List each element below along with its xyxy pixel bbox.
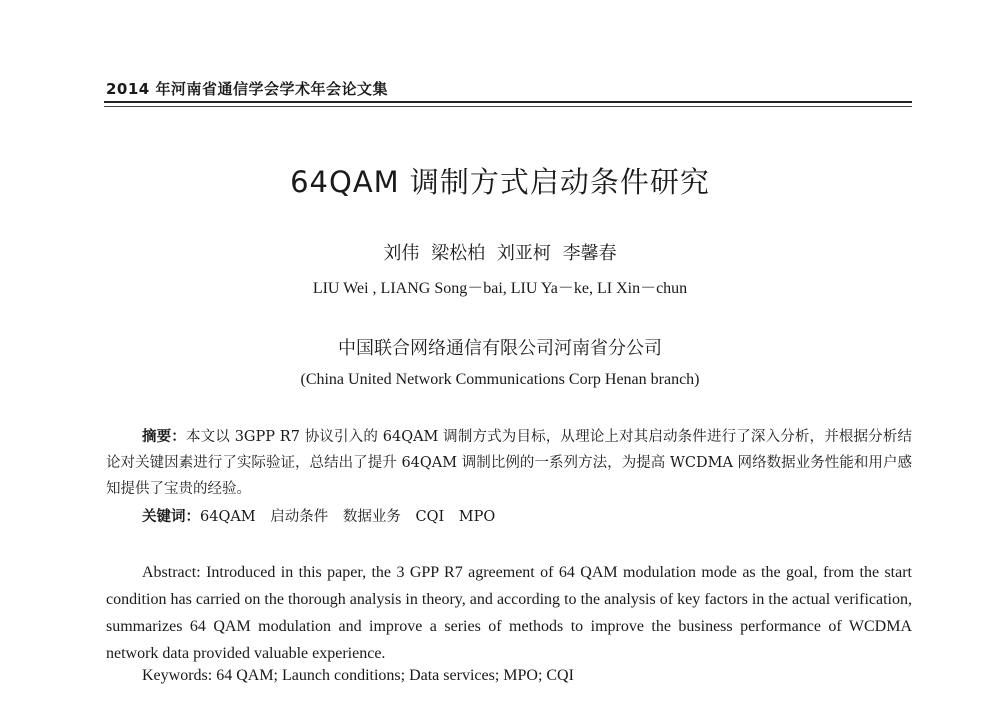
abstract-chinese-label: 摘要：: [142, 429, 186, 445]
abstract-chinese-text: 本文以 3GPP R7 协议引入的 64QAM 调制方式为目标，从理论上对其启动条件进行了深入分析，并根据分析结论对关键因素进行了实际验证，总结出了提升 64QAM 调制比例的一系列方法，为提高 WCDMA 网络数据业务性能和用户感知提供了宝贵的经验。: [106, 429, 912, 497]
authors-english: LIU Wei , LIANG Song－bai, LIU Ya－ke, LI Xin－chun: [312, 280, 688, 297]
keywords-chinese: [142, 505, 495, 526]
affiliation-english: (China United Network Communications Corp Henan branch): [300, 371, 700, 388]
abstract-chinese: [106, 424, 912, 502]
paper-title: 64QAM 调制方式启动条件研究: [290, 165, 710, 199]
header-rule-thick: [104, 101, 912, 103]
authors-chinese: 刘伟 梁松柏 刘亚柯 李馨春: [383, 243, 617, 264]
keywords-chinese-label: 关键词：: [142, 509, 200, 525]
abstract-english: Abstract: Introduced in this paper, the 3 GPP R7 agreement of 64 QAM modulation mode as the goal, from the start condition has carried on the thorough analysis in theory, and according to the analysis of key factors in the actual verification, summarizes 64 QAM modulation and improve a series of methods to improve the business performance of WCDMA network data provided valuable experience.: [106, 564, 912, 662]
running-header: 2014 年河南省通信学会学术年会论文集: [106, 80, 388, 98]
keywords-chinese-text: 64QAM 启动条件 数据业务 CQI MPO: [200, 509, 496, 525]
affiliation-chinese: 中国联合网络通信有限公司河南省分公司: [338, 338, 662, 359]
keywords-english: Keywords: 64 QAM; Launch conditions; Data services; MPO; CQI: [142, 667, 574, 684]
header-rule-thin: [104, 106, 912, 107]
